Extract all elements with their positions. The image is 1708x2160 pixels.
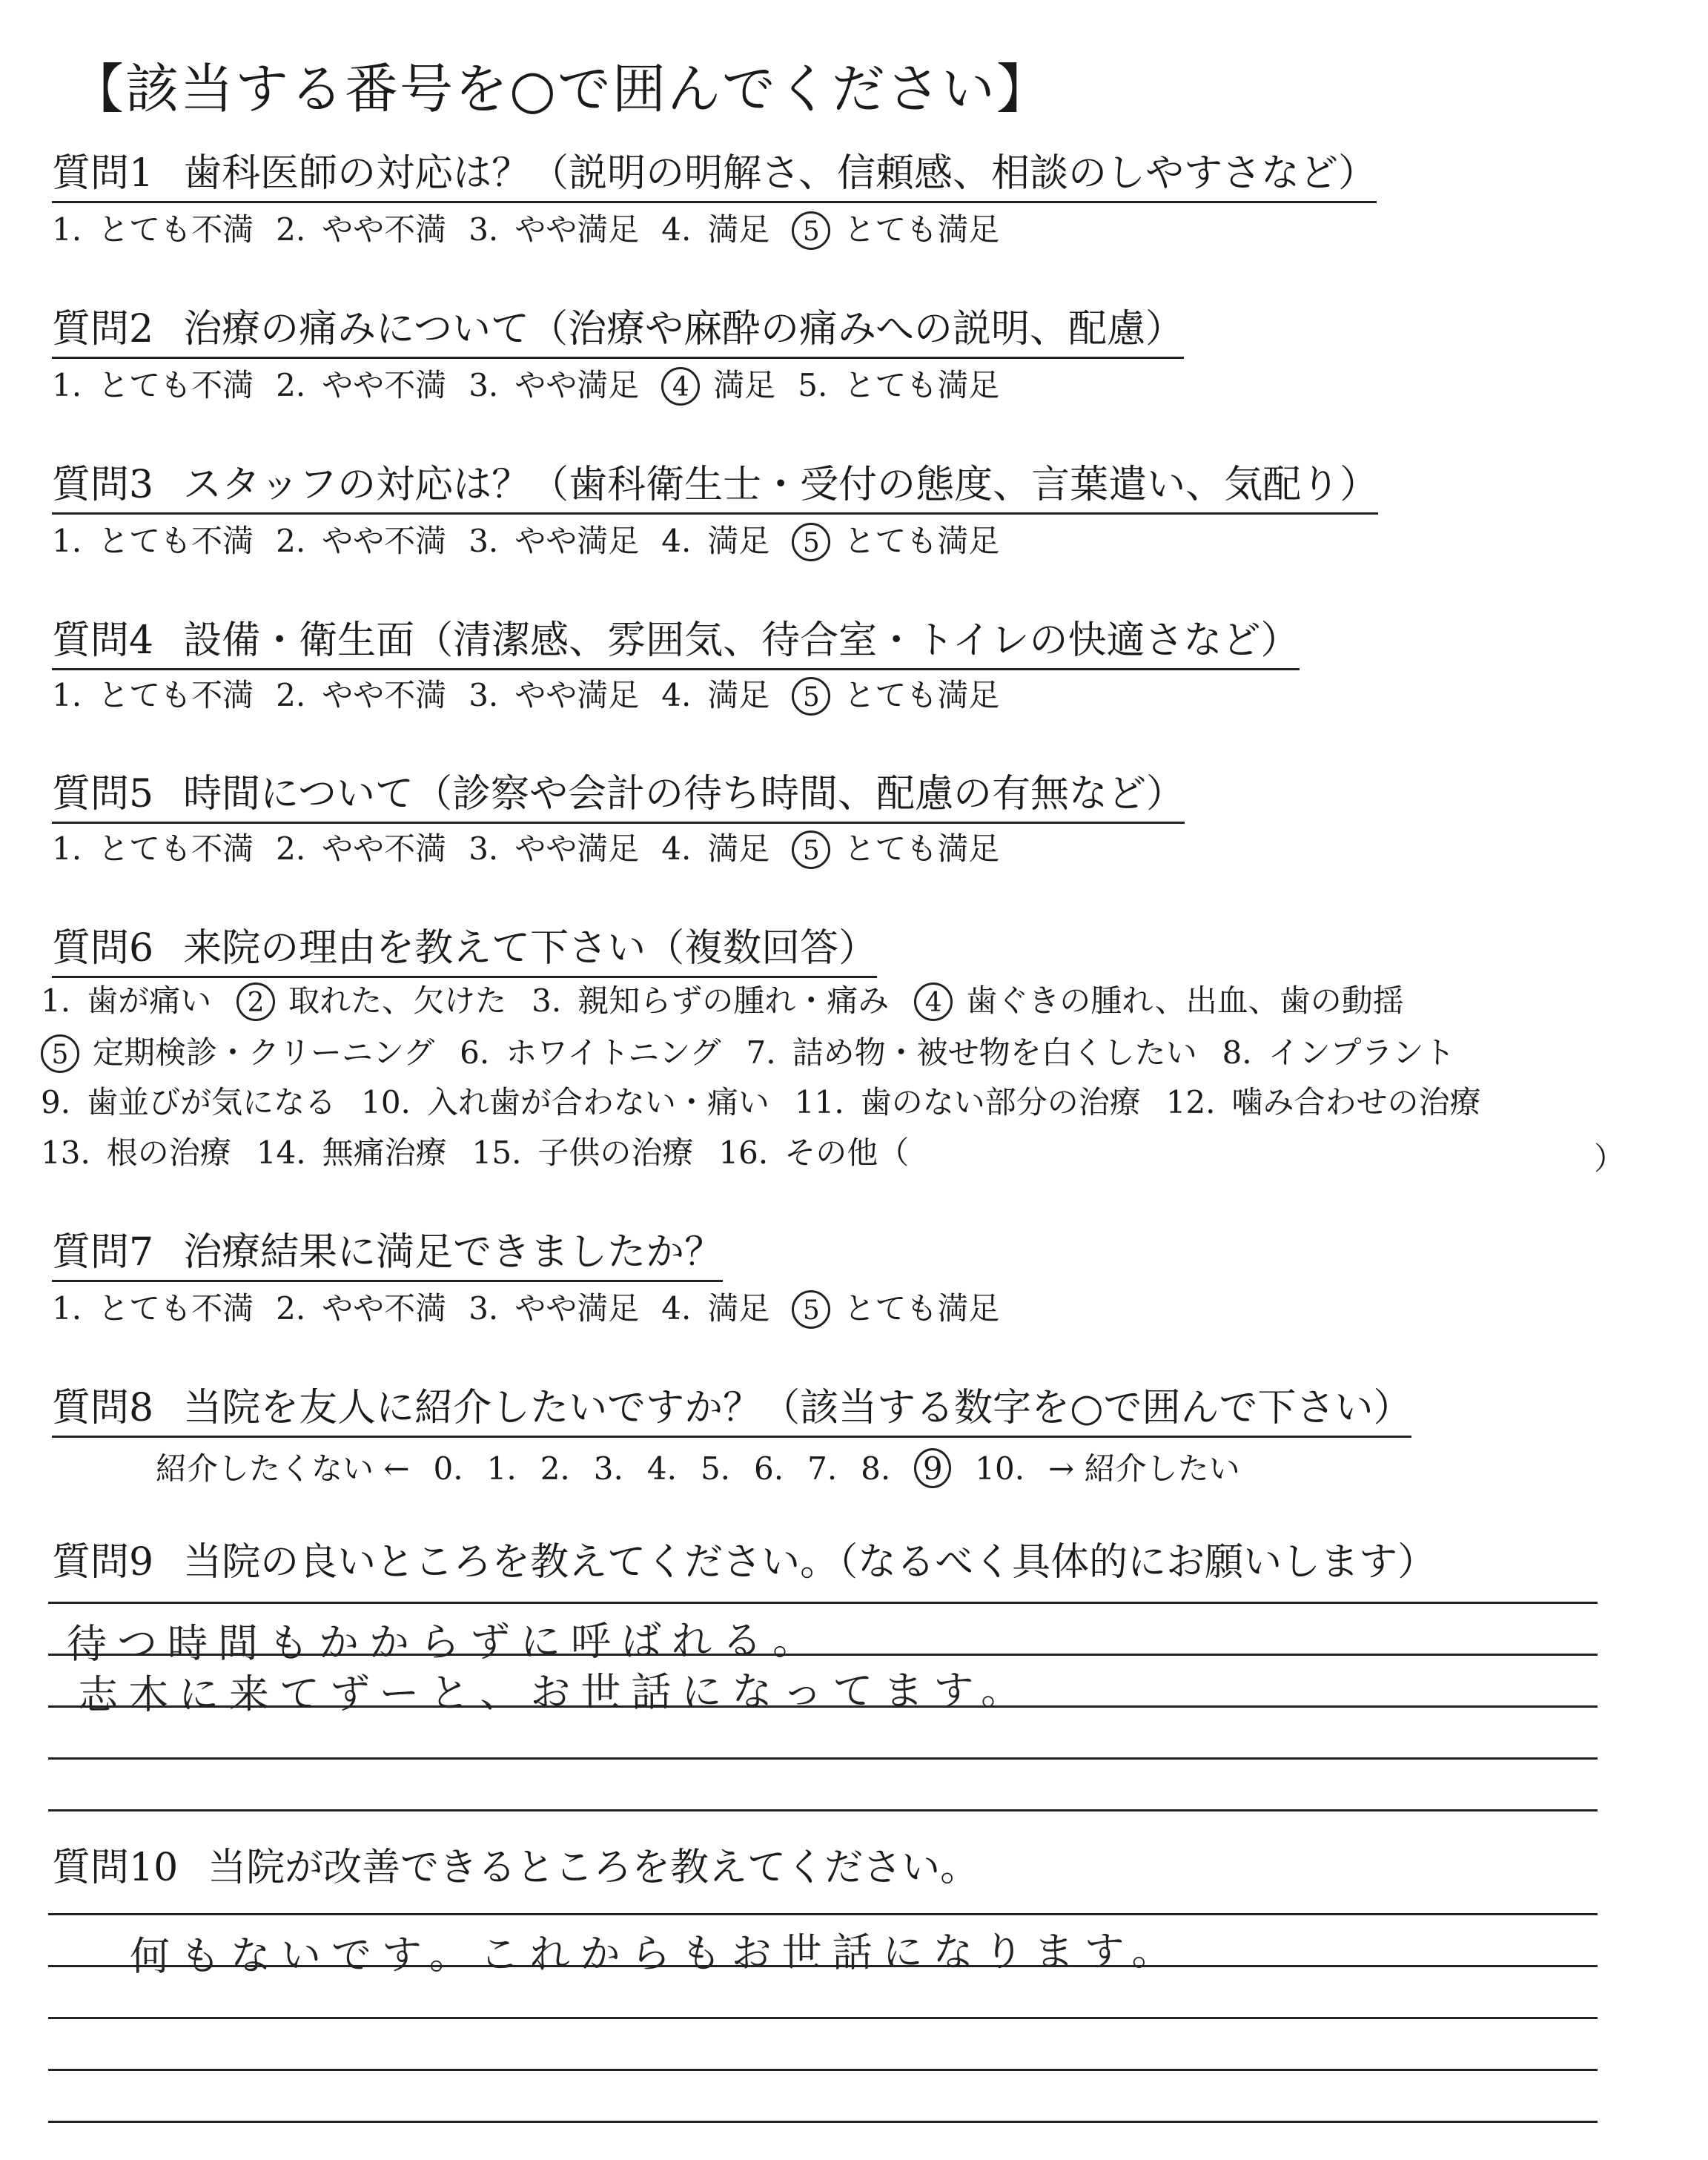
scale-high-label: → 紹介したい [1048,1450,1240,1487]
reason-label: 噛み合わせの治療 [1231,1084,1481,1120]
question-number: 質問8 [52,1386,154,1430]
reason-label: 根の治療 [106,1135,231,1171]
option-number: 4. [661,211,692,248]
reason-14 [256,1135,447,1172]
option-label: やや不満 [322,211,447,248]
question-number: 質問5 [52,772,154,816]
option-label: とても満足 [844,211,1000,248]
handwritten-answer-line-1: 待つ時間もかからずに呼ばれる。 [66,1616,824,1668]
reason-16 [718,1135,909,1172]
option-label: とても不満 [98,1290,254,1327]
option-2 [276,211,446,248]
answer-rule [48,1913,1598,1915]
question-1-options [52,211,1022,250]
option-1 [52,523,254,560]
option-label: やや不満 [322,677,447,713]
option-number: 1. [52,211,82,248]
option-number: 1. [52,677,82,713]
reason-11 [795,1084,1141,1121]
question-text: 当院が改善できるところを教えてください。 [208,1846,979,1890]
question-number: 質問1 [52,151,154,196]
option-number: 2. [276,211,306,248]
option-1 [52,677,254,714]
reason-label: 歯のない部分の治療 [860,1084,1141,1120]
reason-number: 6. [460,1034,490,1071]
reason-13 [41,1135,231,1172]
reason-row-1 [41,982,1429,1021]
option-number: 2. [276,523,306,559]
question-5-title [52,773,1185,824]
reason-9 [41,1084,336,1121]
option-5 [798,367,999,404]
option-3 [469,677,639,714]
question-number: 質問7 [52,1230,154,1275]
reason-number: 3. [532,982,562,1019]
recommend-scale [156,1444,1264,1489]
option-label: とても不満 [98,367,254,403]
reason-number: 5 [41,1034,79,1073]
option-1 [52,367,254,404]
option-number: 4. [661,677,692,713]
question-number: 質問6 [52,926,154,971]
reason-number: 8. [1222,1034,1252,1071]
reason-label: 歯並びが気になる [87,1084,337,1120]
question-10-title [52,1846,979,1895]
reason-number: 2 [236,982,275,1021]
scale-point-1: 1. [486,1450,517,1487]
question-text: 当院の良いところを教えてください。（なるべく具体的にお願いします） [183,1540,1437,1585]
question-3-options [52,523,1022,561]
option-label: やや不満 [322,523,447,559]
question-text: 時間について（診察や会計の待ち時間、配慮の有無など） [183,772,1185,816]
scale-point-9-circled: 9 [914,1448,951,1488]
answer-rule [48,2017,1598,2019]
option-label: やや満足 [514,1290,640,1327]
option-label: やや満足 [514,367,640,403]
option-label: とても満足 [844,677,1000,713]
question-number: 質問3 [52,463,154,507]
option-4 [661,1290,769,1327]
reason-number: 1. [41,982,71,1019]
option-label: とても不満 [98,523,254,559]
option-label: とても満足 [844,1290,1000,1327]
reason-number: 7. [746,1034,776,1071]
answer-rule [48,1654,1598,1656]
option-number: 5 [792,211,830,250]
question-3-title [52,463,1378,515]
question-7-title [52,1231,723,1282]
reason-number: 11. [794,1084,844,1120]
option-label: 満足 [707,830,770,867]
option-number: 5. [798,367,828,403]
reason-2-circled [236,982,506,1021]
option-label: やや満足 [514,830,640,867]
option-4 [661,523,769,560]
option-1 [52,211,254,248]
option-5-circled [792,1290,999,1329]
option-number: 5 [792,523,830,561]
option-4 [661,830,769,868]
reason-8 [1222,1034,1455,1071]
answer-rule [48,1757,1598,1760]
answer-rule [48,2121,1598,2123]
reason-number: 9. [41,1084,71,1120]
option-label: とても満足 [844,523,1000,559]
option-3 [469,1290,639,1327]
option-4 [661,677,769,714]
option-4-circled [661,367,775,406]
reason-label: 取れた、欠けた [288,982,507,1019]
option-label: 満足 [707,211,770,248]
scale-point-6: 6. [754,1450,784,1487]
reason-5-circled [41,1034,434,1073]
option-number: 3. [469,1290,499,1327]
option-label: とても不満 [98,677,254,713]
option-3 [469,830,639,868]
reason-label: 歯が痛い [87,982,212,1019]
reason-label: 入れ歯が合わない・痛い [426,1084,769,1120]
scale-point-0: 0. [433,1450,463,1487]
reason-label: 歯ぐきの腫れ、出血、歯の動揺 [966,982,1404,1019]
question-8-title [52,1387,1411,1438]
option-2 [276,830,446,868]
option-5-circled [792,211,999,250]
option-number: 2. [276,367,306,403]
option-number: 2. [276,830,306,867]
option-2 [276,523,446,560]
option-number: 2. [276,1290,306,1327]
option-5-circled [792,523,999,561]
option-number: 1. [52,830,82,867]
option-label: 満足 [713,367,776,403]
option-3 [469,211,639,248]
question-text: スタッフの対応は？（歯科衛生士・受付の態度、言葉遣い、気配り） [183,463,1379,507]
scale-point-10: 10. [975,1450,1025,1487]
question-text: 設備・衛生面（清潔感、雰囲気、待合室・トイレの快適さなど） [183,618,1300,663]
option-number: 4 [661,367,700,406]
option-number: 3. [469,523,499,559]
option-label: 満足 [707,523,770,559]
reason-number: 13. [41,1135,90,1171]
reason-number: 16. [718,1135,769,1171]
option-label: やや不満 [322,367,447,403]
reason-number: 15. [471,1135,522,1171]
option-label: とても満足 [844,367,1000,403]
option-number: 4. [661,523,692,559]
question-9-title [52,1541,1436,1590]
reason-label: インプラント [1268,1034,1455,1071]
scale-point-7: 7. [807,1450,838,1487]
option-label: とても不満 [98,211,254,248]
option-5-circled [792,677,999,716]
instruction-heading: 【該当する番号を○で囲んでください】 [70,58,1051,120]
option-number: 5 [792,677,830,716]
reason-row-2 [41,1034,1480,1073]
reason-4-circled [914,982,1404,1021]
option-number: 1. [52,1290,82,1327]
question-2-options [52,367,1022,406]
option-2 [276,677,446,714]
option-number: 5 [792,830,830,869]
option-label: やや不満 [322,830,447,867]
option-label: やや満足 [514,677,640,713]
option-4 [661,211,769,248]
reason-10 [361,1084,769,1121]
reason-row-3 [41,1084,1506,1121]
reason-label: その他（ [784,1135,910,1171]
answer-rule [48,1705,1598,1708]
scale-point-4: 4. [646,1450,677,1487]
reason-row-4 [41,1135,934,1172]
reason-3 [532,982,889,1020]
question-number: 質問10 [52,1846,179,1890]
answer-rule [48,1809,1598,1811]
question-5-options [52,830,1022,869]
reason-1 [41,982,211,1020]
question-text: 当院を友人に紹介したいですか？（該当する数字を○で囲んで下さい） [183,1386,1412,1430]
option-number: 1. [52,367,82,403]
option-number: 3. [469,830,499,867]
reason-label: 親知らずの腫れ・痛み [577,982,890,1019]
option-5-circled [792,830,999,869]
option-3 [469,367,639,404]
option-label: とても満足 [844,830,1000,867]
reason-number: 4 [914,982,953,1021]
question-text: 治療の痛みについて（治療や麻酔の痛みへの説明、配慮） [183,307,1185,351]
question-1-title [52,152,1377,203]
answer-rule [48,1965,1598,1967]
scale-point-5: 5. [700,1450,731,1487]
question-7-options [52,1290,1022,1329]
option-label: やや不満 [322,1290,447,1327]
option-number: 4. [661,830,692,867]
option-label: とても不満 [98,830,254,867]
option-3 [469,523,639,560]
reason-label: 無痛治療 [322,1135,447,1171]
question-4-title [52,619,1300,670]
question-6-title [52,927,877,978]
reason-label: 詰め物・被せ物を白くしたい [792,1034,1197,1071]
option-number: 3. [469,367,499,403]
reason-label: 定期検診・クリーニング [93,1034,435,1071]
reason-15 [472,1135,694,1172]
question-text: 歯科医師の対応は？（説明の明解さ、信頼感、相談のしやすさなど） [183,151,1377,196]
option-number: 1. [52,523,82,559]
reason-number: 10. [361,1084,411,1120]
answer-rule [48,2069,1598,2071]
option-label: 満足 [707,1290,770,1327]
reason-number: 12. [1165,1084,1216,1120]
option-number: 4. [661,1290,692,1327]
reason-6 [460,1034,721,1071]
scale-point-8: 8. [861,1450,891,1487]
question-number: 質問2 [52,307,154,351]
reason-7 [746,1034,1196,1071]
question-text: 来院の理由を教えて下さい（複数回答） [183,926,878,971]
option-number: 3. [469,677,499,713]
other-close-paren: ） [1594,1140,1626,1177]
option-label: やや満足 [514,211,640,248]
question-number: 質問9 [52,1540,154,1585]
option-2 [276,367,446,404]
option-1 [52,1290,254,1327]
reason-number: 14. [256,1135,306,1171]
handwritten-answer-line-2: 志木に来てずーと、お世話になってます。 [77,1666,1032,1719]
scale-low-label: 紹介したくない ← [156,1450,410,1487]
question-number: 質問4 [52,618,154,663]
handwritten-answer-line-1: 何もないです。これからもお世話になります。 [129,1927,1182,1980]
option-label: 満足 [707,677,770,713]
question-2-title [52,308,1184,359]
option-number: 3. [469,211,499,248]
reason-12 [1166,1084,1481,1121]
reason-label: ホワイトニング [506,1034,721,1071]
scale-point-2: 2. [540,1450,570,1487]
option-label: やや満足 [514,523,640,559]
question-text: 治療結果に満足できましたか？ [183,1230,724,1275]
reason-label: 子供の治療 [537,1135,694,1171]
option-number: 2. [276,677,306,713]
answer-rule [48,1602,1598,1604]
option-number: 5 [792,1290,830,1329]
option-1 [52,830,254,868]
question-4-options [52,677,1022,716]
option-2 [276,1290,446,1327]
scale-point-3: 3. [593,1450,623,1487]
